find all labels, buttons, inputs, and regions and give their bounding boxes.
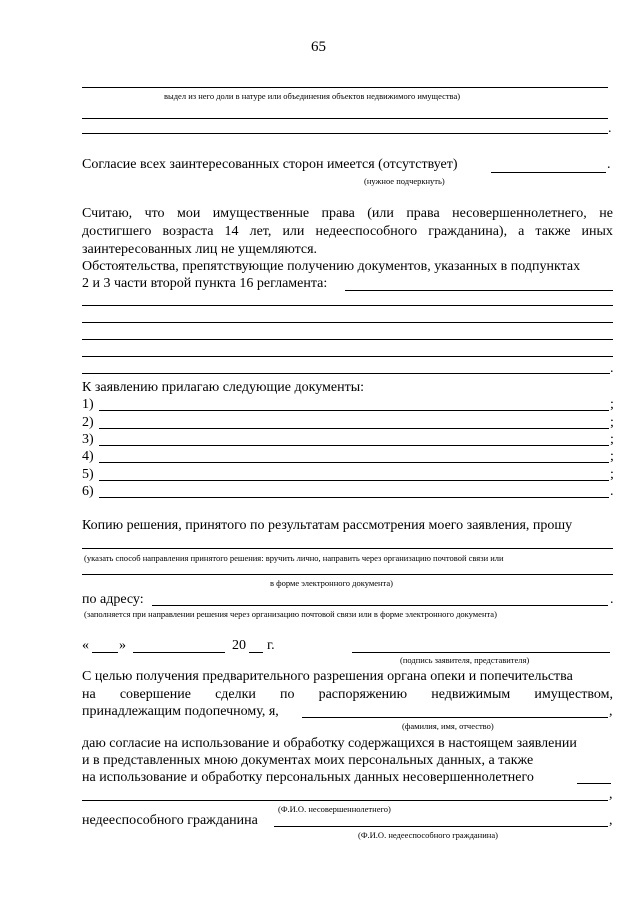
period-mark: . — [607, 157, 611, 172]
blank-line[interactable] — [82, 339, 613, 340]
year-blank[interactable] — [249, 652, 263, 653]
para3-line1: С целью получения предварительного разрешения органа опеки и попечительства — [82, 669, 573, 684]
address-blank[interactable] — [152, 605, 608, 606]
month-blank[interactable] — [133, 652, 225, 653]
year-prefix: 20 — [232, 638, 246, 653]
blank-line[interactable] — [82, 373, 610, 374]
attachment-blank[interactable] — [99, 497, 609, 498]
attachment-number: 4) — [82, 449, 94, 464]
consent-caption: (нужное подчеркнуть) — [364, 176, 445, 186]
period-mark: . — [610, 484, 614, 499]
date-open-quote: « — [82, 638, 89, 653]
signature-caption: (подпись заявителя, представителя) — [400, 655, 530, 665]
attachment-number: 1) — [82, 397, 94, 412]
para1-line3: заинтересованных лиц не ущемляются. — [82, 242, 318, 257]
semicolon-mark: ; — [610, 432, 614, 447]
period-mark: . — [610, 592, 614, 607]
comma-mark: , — [609, 813, 613, 828]
comma-mark: , — [609, 787, 613, 802]
consent-blank[interactable] — [491, 172, 606, 173]
attachment-number: 6) — [82, 484, 94, 499]
attachment-blank[interactable] — [99, 410, 609, 411]
minor-blank[interactable] — [82, 800, 608, 801]
para1-line1: Считаю, что мои имущественные права (или права несовершеннолетнего, не — [82, 206, 613, 221]
attachment-number: 5) — [82, 467, 94, 482]
attachment-blank[interactable] — [99, 480, 609, 481]
semicolon-mark: ; — [610, 467, 614, 482]
blank-line[interactable] — [82, 133, 608, 134]
para2-line1: Обстоятельства, препятствующие получению документов, указанных в подпунктах — [82, 259, 581, 274]
period-mark: . — [608, 121, 612, 136]
para4-line2: и в представленных мною документах моих персональных данных, а также — [82, 753, 534, 768]
attachments-heading: К заявлению прилагаю следующие документы: — [82, 380, 365, 395]
minor-blank[interactable] — [577, 783, 611, 784]
attachment-number: 3) — [82, 432, 94, 447]
consent-text: Согласие всех заинтересованных сторон имеется (отсутствует) — [82, 157, 458, 172]
comma-mark: , — [609, 704, 613, 719]
attachment-blank[interactable] — [99, 428, 609, 429]
method-caption-1: (указать способ направления принятого решения: вручить лично, направить через организацию почтовой связи или — [84, 553, 504, 563]
page-number: 65 — [311, 39, 326, 55]
method-blank[interactable] — [82, 574, 613, 575]
day-blank[interactable] — [92, 652, 118, 653]
method-blank[interactable] — [82, 548, 613, 549]
para3-line3: принадлежащим подопечному, я, — [82, 704, 279, 719]
semicolon-mark: ; — [610, 449, 614, 464]
fio-caption: (фамилия, имя, отчество) — [402, 721, 494, 731]
incapable-blank[interactable] — [274, 826, 608, 827]
para4-line3: на использование и обработку персональных данных несовершеннолетнего — [82, 770, 534, 785]
copy-text: Копию решения, принятого по результатам рассмотрения моего заявления, прошу — [82, 518, 573, 533]
semicolon-mark: ; — [610, 397, 614, 412]
attachment-number: 2) — [82, 415, 94, 430]
signature-blank[interactable] — [352, 652, 610, 653]
year-suffix: г. — [267, 638, 275, 653]
date-close-quote: » — [119, 638, 126, 653]
blank-line[interactable] — [82, 322, 613, 323]
blank-line[interactable] — [82, 87, 608, 88]
blank-line[interactable] — [82, 305, 613, 306]
blank-line[interactable] — [82, 356, 613, 357]
blank-line[interactable] — [82, 118, 608, 119]
incapable-caption: (Ф.И.О. недееспособного гражданина) — [358, 830, 498, 840]
para2-line2: 2 и 3 части второй пункта 16 регламента: — [82, 276, 328, 291]
address-label: по адресу: — [82, 592, 144, 607]
fio-blank[interactable] — [302, 717, 608, 718]
minor-caption: (Ф.И.О. несовершеннолетнего) — [278, 804, 391, 814]
incapable-label: недееспособного гражданина — [82, 813, 258, 828]
attachment-blank[interactable] — [99, 445, 609, 446]
para4-line1: даю согласие на использование и обработку содержащихся в настоящем заявлении — [82, 736, 577, 751]
caption-share: выдел из него доли в натуре или объединения объектов недвижимого имущества) — [164, 91, 461, 101]
period-mark: . — [610, 361, 614, 376]
attachment-blank[interactable] — [99, 462, 609, 463]
para1-line2: достигшего возраста 14 лет, или недееспособного гражданина), а также иных — [82, 224, 613, 239]
semicolon-mark: ; — [610, 415, 614, 430]
method-caption-2: в форме электронного документа) — [270, 578, 393, 588]
address-caption: (заполняется при направлении решения через организацию почтовой связи или в форме электронного документа) — [84, 609, 497, 619]
circumstances-blank[interactable] — [345, 290, 613, 291]
para3-line2: на совершение сделки по распоряжению недвижимым имуществом, — [82, 687, 613, 702]
